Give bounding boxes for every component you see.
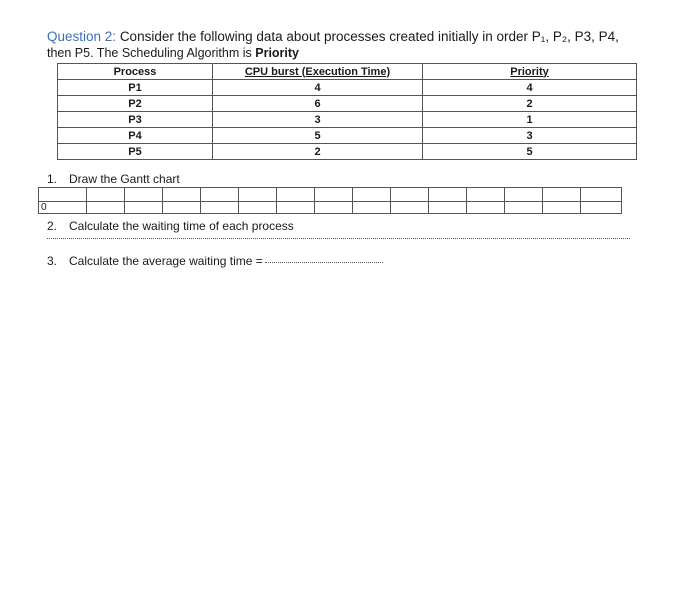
gantt-divider <box>124 188 125 213</box>
cell-priority: 1 <box>423 112 637 128</box>
gantt-divider <box>542 188 543 213</box>
question-line-2 <box>47 45 299 61</box>
gantt-divider <box>352 188 353 213</box>
item-average-waiting-time <box>47 254 383 269</box>
question-title <box>47 28 619 45</box>
gantt-top-row <box>39 188 621 202</box>
item-waiting-time <box>47 219 294 234</box>
gantt-divider <box>314 188 315 213</box>
gantt-divider <box>428 188 429 213</box>
gantt-divider <box>504 188 505 213</box>
cell-burst: 4 <box>213 80 423 96</box>
cell-priority: 5 <box>423 144 637 160</box>
algorithm-name: Priority <box>255 46 300 60</box>
gantt-divider <box>86 188 87 213</box>
header-priority: Priority <box>423 64 637 80</box>
gantt-divider <box>580 188 581 213</box>
cell-process: P2 <box>58 96 213 112</box>
item-text: Draw the Gantt chart <box>69 172 180 186</box>
table-row <box>58 96 637 112</box>
item-number: 1. <box>47 172 58 186</box>
answer-blank[interactable] <box>265 262 383 263</box>
answer-line[interactable] <box>47 238 630 239</box>
table-row <box>58 144 637 160</box>
question-label: Question 2: <box>47 29 117 44</box>
gantt-chart-grid[interactable] <box>38 187 622 214</box>
header-process: Process <box>58 64 213 80</box>
cell-process: P3 <box>58 112 213 128</box>
item-number: 2. <box>47 219 58 233</box>
gantt-divider <box>162 188 163 213</box>
item-number: 3. <box>47 254 58 268</box>
cell-burst: 3 <box>213 112 423 128</box>
item-gantt <box>47 172 180 187</box>
cell-priority: 4 <box>423 80 637 96</box>
gantt-divider <box>276 188 277 213</box>
item-text: Calculate the average waiting time = <box>69 254 263 268</box>
gantt-divider <box>238 188 239 213</box>
gantt-divider <box>200 188 201 213</box>
cell-priority: 3 <box>423 128 637 144</box>
table-header-row <box>58 64 637 80</box>
cell-burst: 6 <box>213 96 423 112</box>
table-row <box>58 128 637 144</box>
cell-burst: 2 <box>213 144 423 160</box>
header-burst: CPU burst (Execution Time) <box>213 64 423 80</box>
process-table <box>57 63 637 160</box>
gantt-start-label: 0 <box>41 202 47 213</box>
question-line-2-text: then P5. The Scheduling Algorithm is <box>47 46 252 60</box>
table-row <box>58 112 637 128</box>
table-row <box>58 80 637 96</box>
gantt-divider <box>466 188 467 213</box>
cell-process: P5 <box>58 144 213 160</box>
question-line-1: Consider the following data about processes created initially in order P₁, P₂, P3, P4, <box>119 29 619 44</box>
cell-process: P1 <box>58 80 213 96</box>
item-text: Calculate the waiting time of each process <box>69 219 294 233</box>
gantt-divider <box>390 188 391 213</box>
cell-priority: 2 <box>423 96 637 112</box>
cell-burst: 5 <box>213 128 423 144</box>
cell-process: P4 <box>58 128 213 144</box>
